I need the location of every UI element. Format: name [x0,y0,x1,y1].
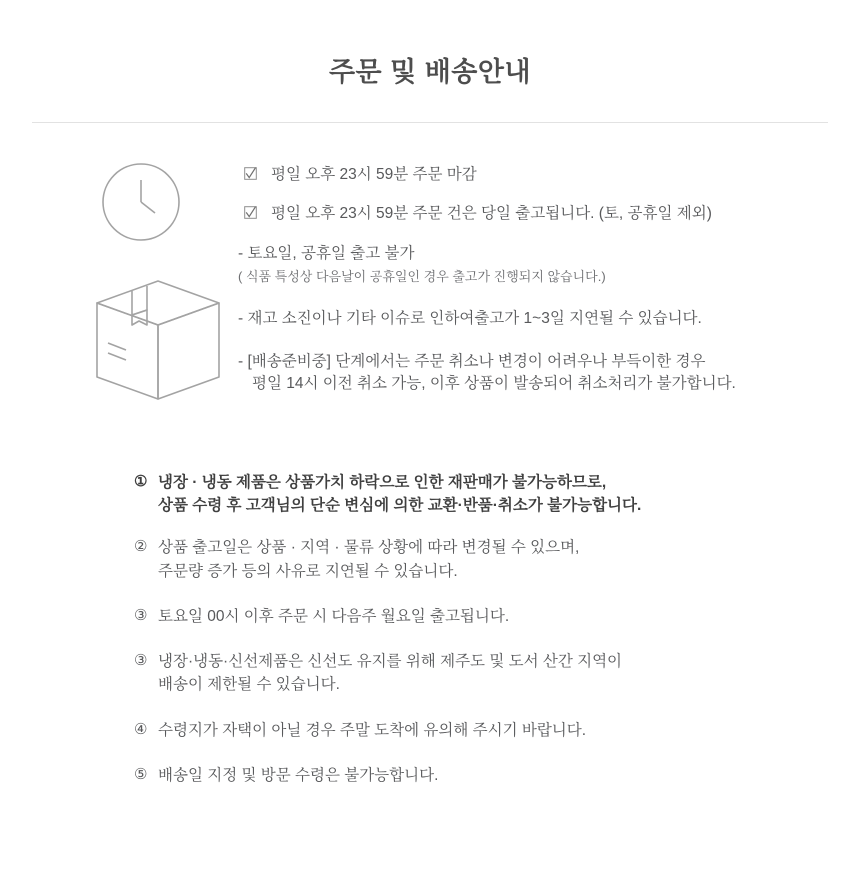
note-number: ① [134,472,148,490]
note-line: 상품 출고일은 상품 · 지역 · 물류 상황에 따라 변경될 수 있으며, [158,539,580,557]
note-line: 주문량 증가 등의 사유로 지연될 수 있습니다. [158,562,458,580]
note-body [158,536,579,583]
shipping-exception-section [0,243,860,443]
exception-text: - [배송준비중] 단계에서는 주문 취소나 변경이 어려우나 부득이한 경우 [238,353,706,371]
list-item [244,165,860,186]
exception-text: - 재고 소진이나 기타 이슈로 인하여출고가 1~3일 지연될 수 있습니다. [238,309,702,327]
note-item [134,719,820,742]
list-item [238,351,860,394]
note-body [158,764,438,787]
note-number: ④ [134,720,148,738]
page-title: 주문 및 배송안내 [328,57,532,87]
exception-text: - 토요일, 공휴일 출고 불가 [238,244,415,262]
order-cutoff-section [0,157,860,225]
package-box-icon [92,265,224,401]
note-body [158,719,586,742]
note-line: 배송이 제한될 수 있습니다. [158,676,340,694]
note-line: 냉장·냉동·신선제품은 신선도 유지를 위해 제주도 및 도서 산간 지역이 [158,653,623,671]
note-body [158,605,509,628]
note-line: 상품 수령 후 고객님의 단순 변심에 의한 교환·반품·취소가 불가능합니다. [158,497,642,515]
note-line: 토요일 00시 이후 주문 시 다음주 월요일 출고됩니다. [158,607,510,625]
clock-icon [100,161,182,243]
exception-text-continued: 평일 14시 이전 취소 가능, 이후 상품이 발송되어 취소처리가 불가합니다. [252,375,736,393]
note-number: ② [134,538,148,556]
list-item [244,204,860,225]
checklist-text: 평일 오후 23시 59분 주문 마감 [271,166,477,183]
list-item [238,308,860,330]
note-number: ③ [134,606,148,624]
exception-subtext: ( 식품 특성상 다음날이 공휴일인 경우 출고가 진행되지 않습니다.) [238,268,606,284]
note-line: 수령지가 자택이 아닐 경우 주말 도착에 유의해 주시기 바랍니다. [158,721,587,739]
shipping-exception-list [238,243,860,395]
note-item [134,536,820,583]
note-line: 배송일 지정 및 방문 수령은 불가능합니다. [158,766,439,784]
title-divider [32,122,828,123]
check-mark-icon [244,206,257,219]
note-number: ⑤ [134,765,148,783]
note-item [134,605,820,628]
note-item [134,471,820,518]
note-item [134,650,820,697]
note-number: ③ [134,652,148,670]
note-body [158,650,622,697]
note-body [158,471,641,518]
check-mark-icon [244,167,257,180]
checklist-text: 평일 오후 23시 59분 주문 건은 당일 출고됩니다. (토, 공휴일 제외) [271,204,712,222]
numbered-notes-list [0,471,860,787]
note-item [134,764,820,787]
cutoff-checklist [244,157,860,225]
list-item [238,243,860,286]
note-line: 냉장 · 냉동 제품은 상품가치 하락으로 인한 재판매가 불가능하므로, [158,473,607,491]
